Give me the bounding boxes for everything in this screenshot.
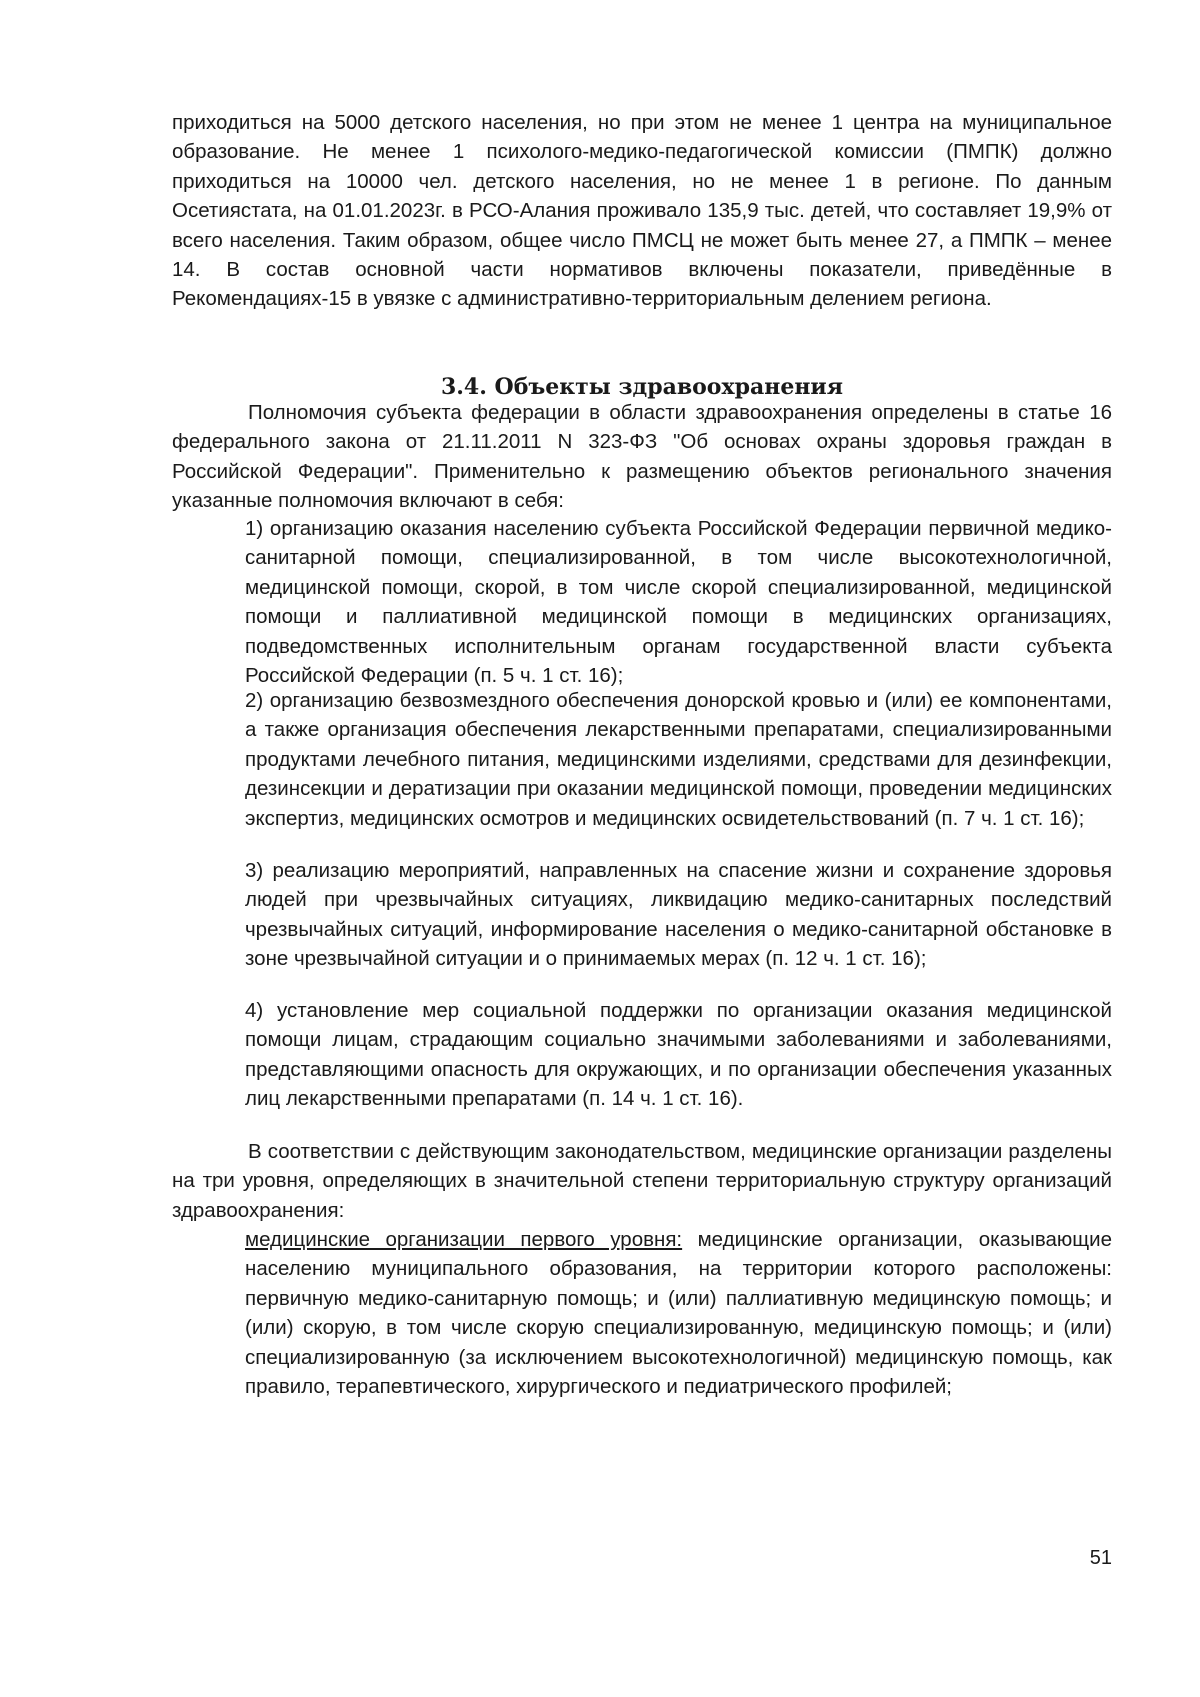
section-heading: 3.4. Объекты здравоохранения [440,374,844,400]
powers-list-item-1: 1) организацию оказания населению субъекта Российской Федерации первичной медико-санитарной помощи, специализированной, в том числе высокотехнологичной, медицинской помощи, скорой, в том числе скорой специализированной, медицинской помощи и паллиативной медицинской помощи в медицинских организациях, подведомственных исполнительным органам государственной власти субъекта Российской Федерации (п. 5 ч. 1 ст. 16); [245,517,1112,688]
authority-paragraph: Полномочия субъекта федерации в области здравоохранения определены в статье 16 федерального закона от 21.11.2011 N 323-ФЗ "Об основах охраны здоровья граждан в Российской Федерации". Применительно к размещению объектов регионального значения указанные полномочия включают в себя: [172,401,1112,513]
powers-list-item-3: 3) реализацию мероприятий, направленных на спасение жизни и сохранение здоровья людей при чрезвычайных ситуациях, ликвидацию медико-санитарных последствий чрезвычайных ситуаций, информирование населения о медико-санитарной обстановке в зоне чрезвычайной ситуации и о принимаемых мерах (п. 12 ч. 1 ст. 16); [245,859,1112,971]
level-one-item [245,1225,1112,1401]
page-number: 51 [1089,1547,1112,1569]
level-one-term: медицинские организации первого уровня: [245,1228,683,1251]
level-one-description: медицинские организации, оказывающие населению муниципального образования, на территории которого расположены: первичную медико-санитарную помощь; и (или) паллиативную медицинскую помощь; и (или) скорую, в том числе скорую специализированную, медицинскую помощь; и (или) специализированную (за исключением высокотехнологичной) медицинскую помощь, как правило, терапевтического, хирургического и педиатрического профилей; [245,1228,1112,1399]
powers-list-item-4: 4) установление мер социальной поддержки по организации оказания медицинской помощи лицам, страдающим социально значимыми заболеваниями и заболеваниями, представляющими опасность для окружающих, и по организации обеспечения указанных лиц лекарственными препаратами (п. 14 ч. 1 ст. 16). [245,999,1112,1111]
levels-paragraph: В соответствии с действующим законодательством, медицинские организации разделены на три уровня, определяющих в значительной степени территориальную структуру организаций здравоохранения: [172,1140,1112,1222]
intro-paragraph: приходиться на 5000 детского населения, но при этом не менее 1 центра на муниципальное образование. Не менее 1 психолого-медико-педагогической комиссии (ПМПК) должно приходиться на 10000 чел. детского населения, но не менее 1 в регионе. По данным Осетиястата, на 01.01.2023г. в РСО-Алания проживало 135,9 тыс. детей, что составляет 19,9% от всего населения. Таким образом, общее число ПМСЦ не может быть менее 27, а ПМПК – менее 14. В состав основной части нормативов включены показатели, приведённые в Рекомендациях-15 в увязке с административно-территориальным делением региона. [172,111,1112,311]
powers-list-item-2: 2) организацию безвозмездного обеспечения донорской кровью и (или) ее компонентами, а также организация обеспечения лекарственными препаратами, специализированными продуктами лечебного питания, медицинскими изделиями, средствами для дезинфекции, дезинсекции и дератизации при оказании медицинской помощи, проведении медицинских экспертиз, медицинских осмотров и медицинских освидетельствований (п. 7 ч. 1 ст. 16); [245,689,1112,830]
